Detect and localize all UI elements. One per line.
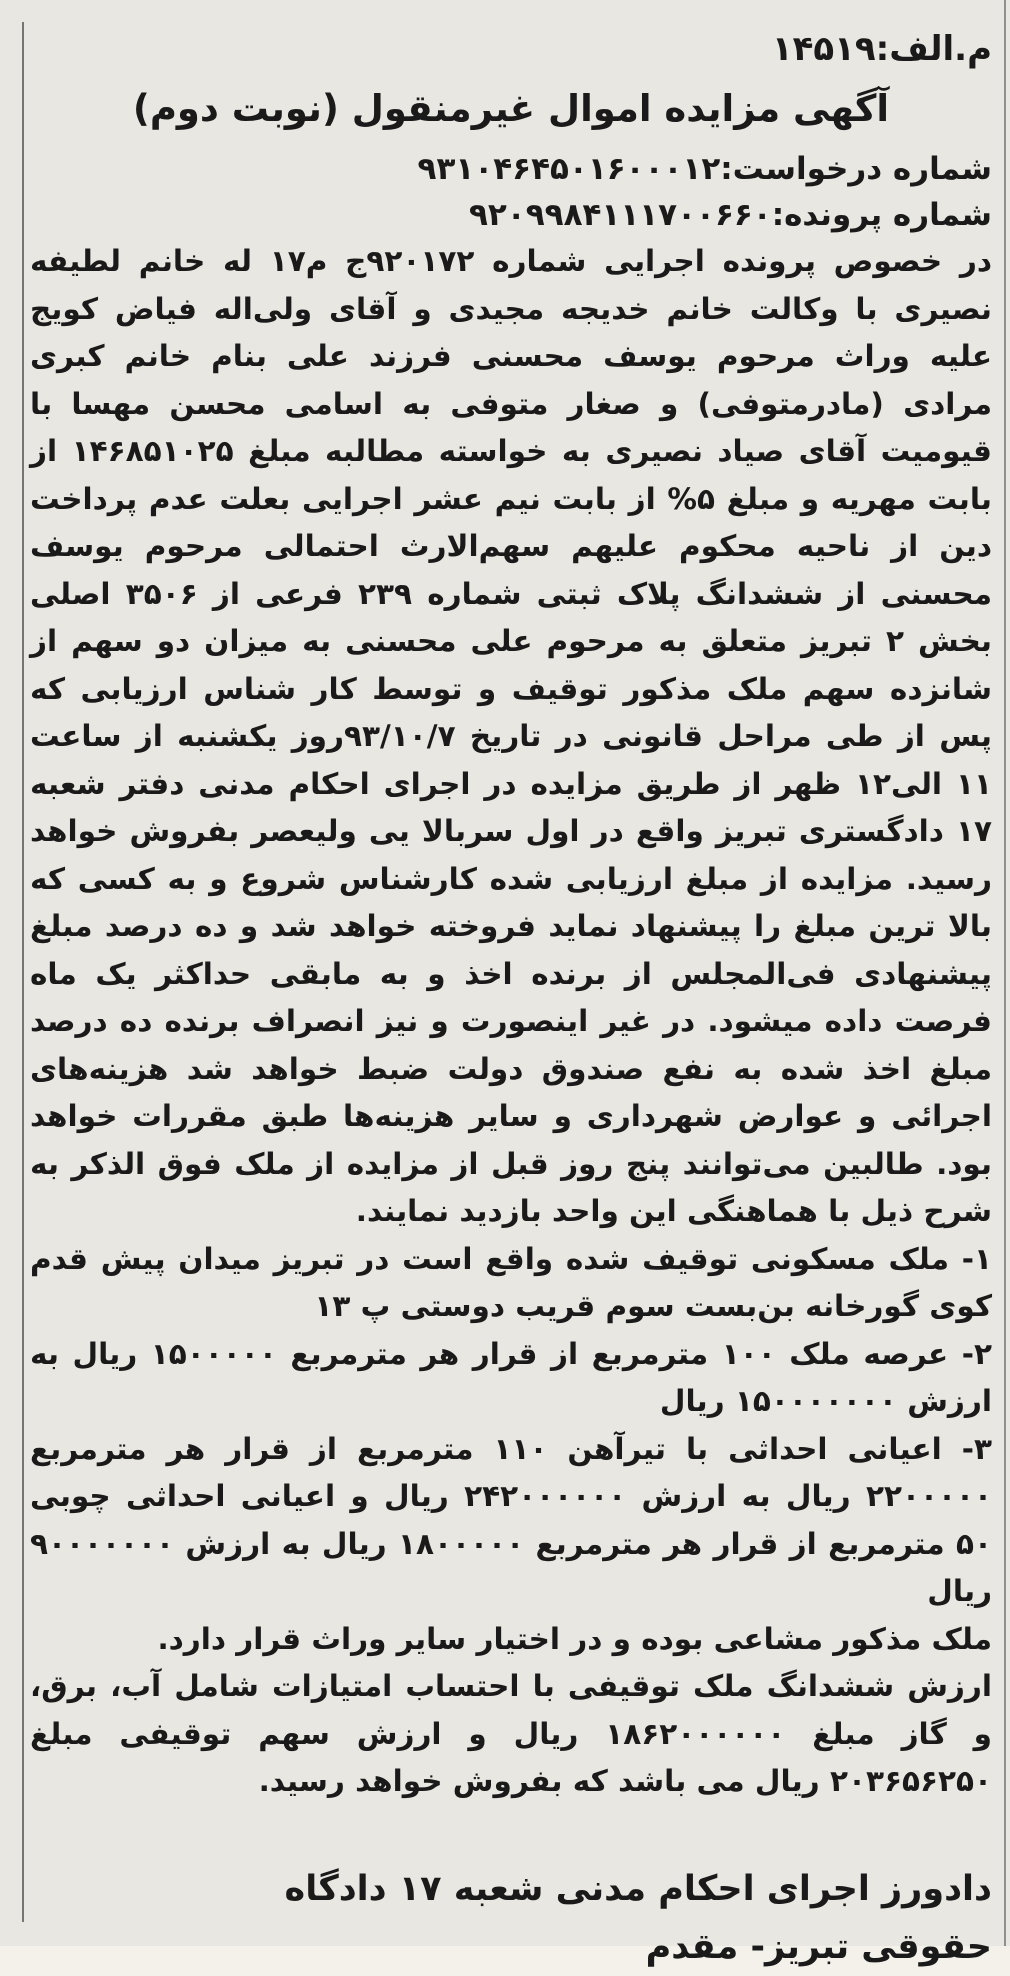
notice-title: آگهی مزایده اموال غیرمنقول (نوبت دوم) [132,87,890,130]
column-rule-right [1004,0,1006,1946]
notice-body: در خصوص پرونده اجرایی شماره ۹۲۰۱۷۲ج م۱۷ له خانم لطیفه نصیری با وکالت خانم خدیجه مجیدی و آقای ولی‌اله فیاض کویج علیه وراث مرحوم یوسف محسنی فرزند علی بنام خانم کبری مرادی (مادرمتوفی) و صغار متوفی به اسامی محسن مهسا با قیومیت آقای صیاد نصیری به خواسته مطالبه مبلغ ۱۴۶۸۵۱۰۲۵ از بابت مهریه و مبلغ ۵% از بابت نیم عشر اجرایی بعلت عدم پرداخت دین از ناحیه محکوم علیهم سهم‌الارث احتمالی مرحوم یوسف محسنی از ششدانگ پلاک ثبتی شماره ۲۳۹ فرعی از ۳۵۰۶ اصلی بخش ۲ تبریز متعلق به مرحوم علی محسنی به میزان دو سهم از شانزده سهم ملک مذکور توقیف و توسط کار شناس ارزیابی که پس از طی مراحل قانونی در تاریخ ۹۳/۱۰/۷روز یکشنبه از ساعت ۱۱ الی۱۲ ظهر از طریق مزایده در اجرای احکام مدنی دفتر شعبه ۱۷ دادگستری تبریز واقع در اول سربالا یی ولیعصر بفروش خواهد رسید. مزایده از مبلغ ارزیابی شده کارشناس شروع و به کسی که بالا ترین مبلغ را پیشنهاد نماید فروخته خواهد شد و ده درصد مبلغ پیشنهادی فی‌المجلس از برنده اخذ و به مابقی حداکثر یک ماه فرصت داده میشود. در غیر اینصورت و نیز انصراف برنده ده درصد مبلغ اخذ شده به نفع صندوق دولت ضبط خواهد شد هزینه‌های اجرائی و عوارض شهرداری و سایر هزینه‌ها طبق مقررات خواهد بود. طالبین می‌توانند پنج روز قبل از مزایده از ملک فوق الذکر به شرح ذیل با هماهنگی این واحد بازدید نمایند. [30,244,993,1228]
file-number: شماره پرونده:۹۲۰۹۹۸۴۱۱۱۷۰۰۶۶۰ [468,197,992,233]
valuation-note: ارزش ششدانگ ملک توقیفی با احتساب امتیازات شامل آب، برق، و گاز مبلغ ۱۸۶۲۰۰۰۰۰۰ ریال و ارزش سهم توقیفی مبلغ ۲۰۳۶۵۶۲۵۰ ریال می باشد که بفروش خواهد رسید. [30,1669,992,1798]
signature-line-1: دادورز اجرای احکام مدنی شعبه ۱۷ دادگاه [284,1868,992,1909]
column-rule [22,22,24,1922]
reference-number: م.الف:۱۴۵۱۹ [771,29,992,69]
list-item: ۲- عرصه ملک ۱۰۰ مترمربع از قرار هر مترمربع ۱۵۰۰۰۰۰ ریال به ارزش ۱۵۰۰۰۰۰۰۰ ریال [30,1336,993,1418]
shared-ownership-note: ملک مذکور مشاعی بوده و در اختیار سایر وراث قرار دارد. [157,1621,992,1656]
signature-block [30,1860,992,1976]
auction-notice [30,18,992,1976]
signature-line-2: حقوقی تبریز- مقدم [645,1926,992,1967]
request-number: شماره درخواست:۹۳۱۰۴۶۴۵۰۱۶۰۰۰۱۲ [417,151,992,187]
list-item: ۱- ملک مسکونی توقیف شده واقع است در تبریز میدان پیش قدم کوی گورخانه بن‌بست سوم قریب دوستی پ ۱۳ [30,1241,992,1323]
list-item: ۳- اعیانی احداثی با تیرآهن ۱۱۰ مترمربع از قرار هر مترمربع ۲۲۰۰۰۰۰ ریال به ارزش ۲۴۲۰۰۰۰۰۰ ریال و اعیانی احداثی چوبی ۵۰ مترمربع از قرار هر مترمربع ۱۸۰۰۰۰۰ ریال به ارزش ۹۰۰۰۰۰۰۰ ریال [30,1431,992,1608]
